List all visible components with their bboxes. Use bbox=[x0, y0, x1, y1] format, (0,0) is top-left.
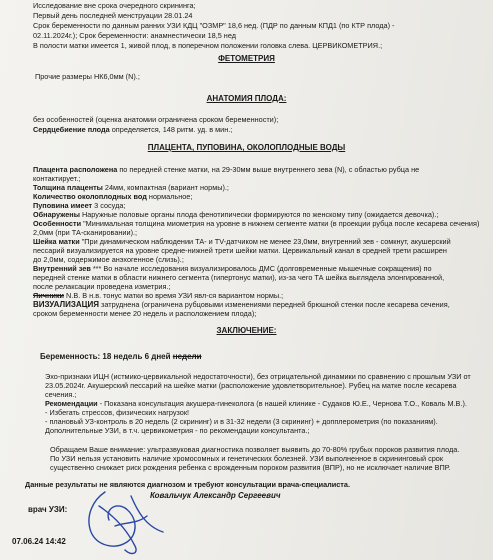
ovaries-value: N.B. В н.в. тонус матки во время УЗИ явл-ся вариантом нормы.; bbox=[64, 291, 284, 300]
doctor-name: Ковальчук Александр Сергеевич bbox=[150, 491, 281, 500]
placenta-line-17: сроком беременности менее 20 недель и расположением плода); bbox=[33, 309, 257, 318]
header-line-2: Первый день последней менструации 28.01.24 bbox=[33, 11, 193, 20]
cord-label: Пуповина имеет bbox=[33, 201, 93, 210]
recommendations-label: Рекомендации bbox=[45, 399, 98, 408]
heartbeat-label: Сердцебиение плода bbox=[33, 125, 110, 134]
placenta-line-13: передней стенке матки в области нижнего сегмента (гипертонус матки), из-за чего ТА шейка выглядела элонгированной, bbox=[33, 273, 445, 282]
placenta-line-5 bbox=[33, 201, 125, 210]
recommendations-value: - Показана консультация акушера-гинеколога (в нашей клинике - Судаков Ю.Е., Чернова Т.О., Коваль М.В.). bbox=[97, 399, 467, 408]
placenta-line-14: после релаксации проведена изметрия.; bbox=[33, 282, 171, 291]
visualization-label: ВИЗУАЛИЗАЦИЯ bbox=[33, 300, 99, 309]
os-value: *** Во начале исследования визуализировалось ДМС (долговременные мышечные сокращения) по bbox=[90, 264, 432, 273]
fetometry-line: Прочие размеры НК6,0мм (N).; bbox=[35, 72, 140, 81]
cervix-label: Шейка матки bbox=[33, 237, 80, 246]
conclusion-line-7: Дополнительные УЗИ, в т.ч. цервикометрия - по рекомендации консультанта.; bbox=[45, 426, 310, 435]
cervix-value: "При динамическом наблюдении ТА- и ТV-датчиком не менее 23,0мм, внутренний зев - сомкнут, акушерский bbox=[79, 237, 451, 246]
anatomy-title: АНАТОМИЯ ПЛОДА: bbox=[206, 94, 287, 103]
header-line-5: В полости матки имеется 1, живой плод, в поперечном положении головка слева. ЦЕРВИКОМЕТРИЯ.; bbox=[33, 41, 383, 50]
features-label: Особенности bbox=[33, 219, 82, 228]
placenta-line-2: контактирует.; bbox=[33, 174, 81, 183]
placenta-line-6 bbox=[33, 210, 438, 219]
header-line-4: 02.11.2024г.); Срок беременности: анамнестически 18,5 нед bbox=[33, 31, 236, 40]
placenta-line-1 bbox=[33, 165, 419, 174]
placenta-line-3 bbox=[33, 183, 229, 192]
conclusion-line-5: - Избегать стрессов, физических нагрузок! bbox=[45, 408, 190, 417]
cord-value: 3 сосуда; bbox=[92, 201, 126, 210]
placenta-line-9 bbox=[33, 237, 451, 246]
placenta-line-4 bbox=[33, 192, 192, 201]
heartbeat-value: определяется, 148 ритм. уд. в мин.; bbox=[109, 125, 233, 134]
pregnancy-term-label: Беременность: bbox=[40, 352, 101, 361]
ovaries-label: Яичники bbox=[33, 291, 64, 300]
pregnancy-term bbox=[40, 352, 202, 361]
findings-label: Обнаружены bbox=[33, 210, 80, 219]
doctor-label: врач УЗИ: bbox=[28, 505, 68, 514]
conclusion-line-3: сечения.; bbox=[45, 390, 77, 399]
placenta-line-7 bbox=[33, 219, 479, 228]
placenta-title: ПЛАЦЕНТА, ПУПОВИНА, ОКОЛОПЛОДНЫЕ ВОДЫ bbox=[147, 143, 346, 152]
placenta-line-15 bbox=[33, 291, 283, 300]
header-line-1: Исследование вне срока очередного скрининга; bbox=[33, 1, 196, 10]
notice-line-2: По УЗИ нельзя установить наличие хромосомных и генетических болезней. УЗИ выполненное в скрининговый срок bbox=[50, 454, 444, 463]
anatomy-line-1: без особенностей (оценка анатомии ограничена сроком беременности); bbox=[33, 115, 279, 124]
conclusion-line-4 bbox=[45, 399, 467, 408]
placenta-line-10: пессарий визуализируется на уровне средне-нижней трети шейки матки. Цервикальный канал в средней трети расширен bbox=[33, 246, 447, 255]
header-line-3: Срок беременности по данным ранних УЗИ КДЦ "ОЗМР" 18,6 нед. (ПДР по данным КПД1 (по КТР плода) - bbox=[33, 21, 395, 30]
conclusion-title: ЗАКЛЮЧЕНИЕ: bbox=[216, 326, 277, 335]
pregnancy-term-struck: недели bbox=[172, 352, 202, 361]
placenta-location-value: по передней стенке матки, на 29-30мм выше внутреннего зева (N), с областью рубца не bbox=[117, 165, 420, 174]
placenta-line-12 bbox=[33, 264, 432, 273]
handwritten-signature bbox=[75, 486, 167, 558]
pregnancy-term-value: 18 недель 6 дней bbox=[100, 352, 173, 361]
fluid-value: нормальное; bbox=[146, 192, 193, 201]
features-value: "Минимальная толщина миометрия на уровне в нижнем сегменте матки (в проекции рубца после кесарева сечения) bbox=[81, 219, 480, 228]
visualization-value: затруднена (ограничена рубцовыми изменениями передней брюшной стенки после кесарева сечения, bbox=[98, 300, 450, 309]
fluid-label: Количество околоплодных вод bbox=[33, 192, 147, 201]
placenta-thickness-label: Толщина плаценты bbox=[33, 183, 103, 192]
placenta-location-label: Плацента расположена bbox=[33, 165, 118, 174]
os-label: Внутренний зев bbox=[33, 264, 91, 273]
fetometry-title: ФЕТОМЕТРИЯ bbox=[218, 54, 275, 63]
anatomy-line-2 bbox=[33, 125, 232, 134]
placenta-line-16 bbox=[33, 300, 450, 309]
findings-value: Наружные половые органы плода фенотипически формируются по женскому типу (ожидается девочка).; bbox=[79, 210, 439, 219]
conclusion-line-6: - плановый УЗ-контроль в 20 недель (2 скрининг) и в 31-32 недели (3 скрининг) + допплерометрия (по показаниям). bbox=[45, 417, 438, 426]
placenta-thickness-value: 24мм, компактная (вариант нормы).; bbox=[102, 183, 229, 192]
conclusion-line-1: Эхо-признаки ИЦН (истмико-цервикальной недостаточности), без отрицательной динамики по сравнению с прошлым УЗИ от bbox=[45, 372, 471, 381]
placenta-line-8: 2,0мм (при ТА-сканировании).; bbox=[33, 228, 138, 237]
notice-line-1: Обращаем Ваше внимание: ультразвуковая диагностика позволяет выявить до 70-80% грубых пороков развития плода. bbox=[50, 445, 460, 454]
print-timestamp: 07.06.24 14:42 bbox=[12, 537, 66, 546]
notice-line-3: существенно снижает риск рождения ребенка с врожденным пороком развития (ВПР), но не исключает наличие ВПР. bbox=[50, 463, 451, 472]
conclusion-line-2: 23.05.2024г. Акушерский пессарий на шейке матки (расположение удовлетворительное). Рубец на матке после кесарева bbox=[45, 381, 457, 390]
notice-line-4: Данные результаты не являются диагнозом и требуют консультации врача-специалиста. bbox=[25, 480, 350, 489]
placenta-line-11: до 2,0мм, содержимое анэхогенное (слизь).; bbox=[33, 255, 184, 264]
